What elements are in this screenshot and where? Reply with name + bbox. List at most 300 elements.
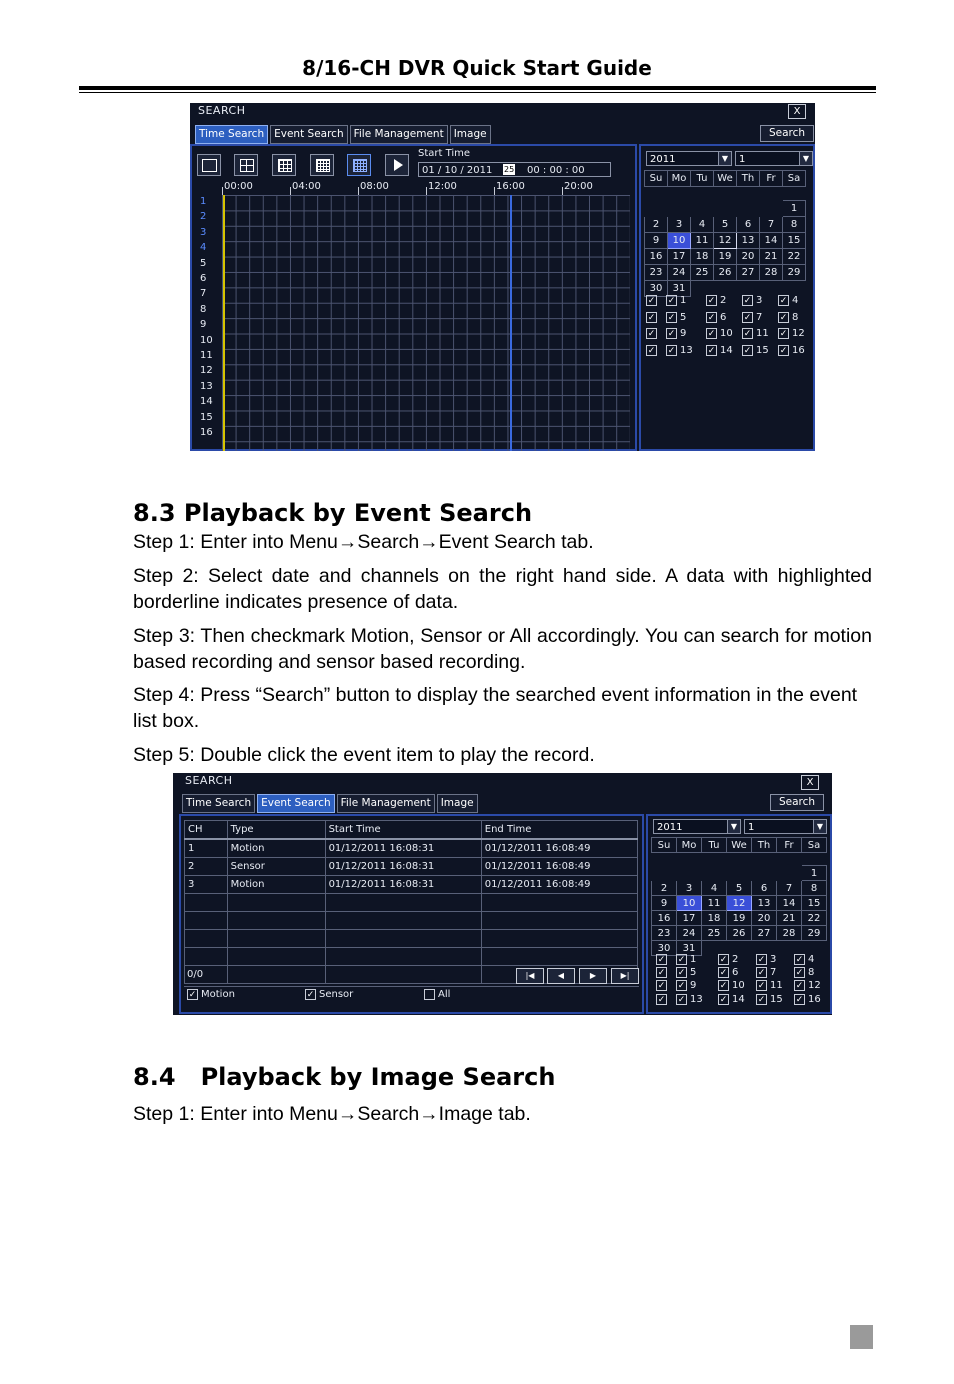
channel-checkbox[interactable] <box>706 345 733 356</box>
calendar-day[interactable]: 4 <box>691 217 714 233</box>
timeline-cursor <box>510 195 512 451</box>
checkbox-icon: ✓ <box>795 968 804 979</box>
header-rule <box>79 86 876 90</box>
calendar-week-row <box>652 926 827 941</box>
calendar-day[interactable]: 25 <box>691 265 714 281</box>
calendar-grid[interactable] <box>651 837 827 956</box>
calendar-day[interactable]: 15 <box>802 896 827 911</box>
chevron-down-icon: ▼ <box>727 820 740 833</box>
calendar-week-row <box>652 896 827 911</box>
channel-checkbox[interactable] <box>778 328 805 339</box>
time-tick-label: 00:00 <box>224 181 253 192</box>
step-1-text: Step 1: Enter into Menu→Search→Event Search tab. <box>133 531 594 553</box>
channel-checkbox[interactable] <box>742 295 762 306</box>
calendar-gap <box>652 853 827 866</box>
timeline-panel <box>190 144 637 451</box>
start-date-value: 01 / 10 / 2011 <box>422 165 493 176</box>
calendar-day[interactable]: 22 <box>783 249 806 265</box>
checkbox-icon: ✓ <box>667 329 676 339</box>
chevron-down-icon: ▼ <box>799 152 812 165</box>
channel-checkbox-label: 4 <box>792 295 799 306</box>
checkbox-icon: ✓ <box>779 296 788 306</box>
search-button[interactable]: Search <box>760 125 814 142</box>
calendar-week-row <box>645 201 806 217</box>
filter-all[interactable] <box>424 989 450 1000</box>
channel-checkbox-label: 9 <box>690 980 697 992</box>
table-cell <box>227 912 325 930</box>
search-button[interactable]: Search <box>770 794 824 811</box>
calendar-weekday: Fr <box>777 838 802 853</box>
calendar-grid[interactable] <box>644 170 806 297</box>
channel-row-select[interactable] <box>656 994 667 1005</box>
calendar-week-row <box>652 881 827 896</box>
year-select[interactable] <box>646 151 732 166</box>
calendar-day[interactable]: 2 <box>645 217 668 233</box>
calendar-weekday: Mo <box>668 171 691 187</box>
calendar-week-row <box>645 233 806 249</box>
channel-row-select[interactable] <box>646 345 657 356</box>
channel-checkbox[interactable] <box>718 980 745 991</box>
layout-3x3-icon[interactable] <box>272 154 296 176</box>
calendar-day[interactable]: 21 <box>760 249 783 265</box>
tab-event-search[interactable]: Event Search <box>270 125 348 144</box>
calendar-day[interactable]: 28 <box>777 926 802 941</box>
calendar-day[interactable]: 9 <box>652 896 677 911</box>
calendar-day[interactable]: 23 <box>652 926 677 941</box>
channel-checkbox[interactable] <box>666 328 686 339</box>
event-table-header <box>185 821 638 840</box>
calendar-weekday: We <box>714 171 737 187</box>
time-tick <box>562 187 563 195</box>
channel-checkbox[interactable] <box>742 328 769 339</box>
channel-label: 16 <box>200 427 213 438</box>
table-row[interactable] <box>185 876 638 894</box>
close-icon[interactable]: X <box>788 104 806 119</box>
table-cell: 01/12/2011 16:08:49 <box>481 858 637 876</box>
calendar-day[interactable]: 6 <box>752 881 777 896</box>
channel-checkbox-label: 10 <box>720 328 733 339</box>
calendar-day[interactable]: 15 <box>783 233 806 249</box>
table-cell: Sensor <box>227 858 325 876</box>
filter-sensor[interactable] <box>305 989 353 1000</box>
calendar-day[interactable]: 18 <box>702 911 727 926</box>
channel-checkbox[interactable] <box>718 994 745 1005</box>
channel-label: 7 <box>200 288 207 300</box>
calendar-day[interactable]: 27 <box>752 926 777 941</box>
table-cell <box>185 894 228 912</box>
year-select[interactable] <box>653 819 741 834</box>
channel-checkbox[interactable] <box>706 295 726 306</box>
calendar-weekday: Th <box>737 171 760 187</box>
calendar-day[interactable]: 11 <box>691 233 714 249</box>
channel-checkbox[interactable] <box>718 954 738 965</box>
calendar-day[interactable]: 23 <box>645 265 668 281</box>
window-title: SEARCH <box>185 774 233 787</box>
checkbox-icon: ✓ <box>757 981 766 992</box>
calendar-weekday: Tu <box>702 838 727 853</box>
table-cell: 2 <box>185 858 228 876</box>
calendar-day[interactable]: 17 <box>668 249 691 265</box>
close-icon[interactable]: X <box>801 775 819 790</box>
channel-checkbox-label: 10 <box>732 980 745 992</box>
time-tick <box>494 187 495 195</box>
channel-label: 11 <box>200 350 213 361</box>
calendar-day[interactable]: 21 <box>777 911 802 926</box>
calendar-gap <box>645 187 806 201</box>
checkbox-icon: ✓ <box>743 296 752 306</box>
next-page-icon[interactable]: ▶ <box>579 968 607 984</box>
calendar-day[interactable]: 7 <box>760 217 783 233</box>
calendar-empty-cell <box>668 201 691 217</box>
channel-checkbox[interactable] <box>794 980 821 991</box>
calendar-day[interactable]: 19 <box>727 911 752 926</box>
calendar-day[interactable]: 31 <box>677 941 702 956</box>
calendar-day[interactable]: 16 <box>652 911 677 926</box>
channel-checkbox[interactable] <box>778 295 798 306</box>
layout-2x2-icon[interactable] <box>234 154 258 176</box>
calendar-day[interactable]: 31 <box>668 281 691 297</box>
calendar-weekday: Sa <box>783 171 806 187</box>
tab-event-search[interactable]: Event Search <box>257 794 335 813</box>
calendar-day[interactable]: 8 <box>802 881 827 896</box>
checkbox-icon: ✓ <box>757 955 766 965</box>
calendar-day[interactable]: 26 <box>727 926 752 941</box>
channel-checkbox-label: 7 <box>770 967 777 979</box>
calendar-day[interactable]: 3 <box>668 217 691 233</box>
calendar-day[interactable]: 13 <box>737 233 760 249</box>
calendar-day[interactable]: 13 <box>752 896 777 911</box>
channel-row-select[interactable] <box>656 980 667 991</box>
filter-motion[interactable] <box>187 989 235 1000</box>
channel-checkbox-label: 2 <box>732 954 739 965</box>
channel-checkbox[interactable] <box>666 295 686 306</box>
checkbox-icon: ✓ <box>707 329 716 339</box>
event-list-panel <box>179 814 644 1014</box>
calendar-day[interactable]: 1 <box>783 201 806 217</box>
month-value: 1 <box>748 822 755 833</box>
channel-checkbox-label: 9 <box>680 328 687 339</box>
channel-label: 5 <box>200 257 207 269</box>
calendar-empty-cell <box>760 201 783 217</box>
layout-1x1-icon[interactable] <box>197 154 221 176</box>
channel-checkbox-label: 6 <box>720 311 727 323</box>
channel-select-all[interactable] <box>646 295 657 306</box>
first-page-icon[interactable]: |◀ <box>516 968 544 984</box>
layout-all-icon[interactable] <box>347 154 371 176</box>
table-cell <box>481 912 637 930</box>
channel-checkbox[interactable] <box>756 967 776 978</box>
table-cell <box>325 948 481 966</box>
time-tick <box>426 187 427 195</box>
table-cell: 01/12/2011 16:08:49 <box>481 839 637 858</box>
checkbox-icon: ✓ <box>647 312 656 323</box>
calendar-day[interactable]: 20 <box>737 249 760 265</box>
channel-checkbox[interactable] <box>706 312 726 323</box>
calendar-weekday: Fr <box>760 171 783 187</box>
channel-row-select[interactable] <box>646 328 657 339</box>
table-row[interactable] <box>185 912 638 930</box>
checkbox-icon: ✓ <box>779 345 788 356</box>
calendar-panel <box>646 814 832 1014</box>
event-count: 0/0 <box>187 969 204 980</box>
channel-checkbox[interactable] <box>778 312 798 323</box>
checkbox-icon: ✓ <box>719 994 728 1005</box>
channel-checkbox[interactable] <box>794 994 821 1005</box>
channel-checkbox[interactable] <box>666 345 693 356</box>
calendar-empty-cell <box>645 201 668 217</box>
channel-checkbox[interactable] <box>718 967 738 978</box>
table-cell: 01/12/2011 16:08:49 <box>481 876 637 894</box>
checkbox-icon: ✓ <box>707 296 716 306</box>
month-select[interactable] <box>744 819 827 834</box>
tab-time-search[interactable]: Time Search <box>195 125 268 144</box>
table-cell: 1 <box>185 839 228 858</box>
channel-checkbox-label: 3 <box>756 295 763 306</box>
time-tick-label: 12:00 <box>428 181 457 192</box>
channel-checkbox[interactable] <box>676 994 703 1005</box>
calendar-empty-cell <box>752 866 777 881</box>
calendar-day[interactable]: 30 <box>652 941 677 956</box>
calendar-weekday-row <box>652 838 827 853</box>
checkbox-icon: ✓ <box>779 312 788 323</box>
checkbox-icon: ✓ <box>306 990 315 1000</box>
table-cell <box>325 894 481 912</box>
calendar-day[interactable]: 29 <box>783 265 806 281</box>
channel-checkbox[interactable] <box>794 967 814 978</box>
channel-checkbox[interactable] <box>778 345 805 356</box>
table-row[interactable] <box>185 948 638 966</box>
table-cell: 01/12/2011 16:08:31 <box>325 839 481 858</box>
time-tick-label: 16:00 <box>496 181 525 192</box>
start-time-label: Start Time <box>418 148 471 159</box>
play-icon[interactable] <box>385 154 409 176</box>
table-cell <box>185 930 228 948</box>
calendar-day[interactable]: 6 <box>737 217 760 233</box>
checkbox-icon: ✓ <box>757 968 766 979</box>
calendar-day[interactable]: 14 <box>777 896 802 911</box>
column-header[interactable]: End Time <box>481 821 637 840</box>
calendar-panel <box>639 144 815 451</box>
step-2-text: Step 2: Select date and channels on the right hand side. A data with highlighted borderline indicates presence of data. <box>133 565 872 613</box>
page-header-title: 8/16-CH DVR Quick Start Guide <box>302 56 652 80</box>
channel-label: 12 <box>200 365 213 377</box>
channel-checkbox-label: 14 <box>732 993 745 1005</box>
calendar-week-row <box>652 911 827 926</box>
time-search-screenshot <box>190 103 815 451</box>
table-cell <box>185 912 228 930</box>
calendar-day[interactable]: 30 <box>645 281 668 297</box>
calendar-day[interactable]: 18 <box>691 249 714 265</box>
channel-label: 1 <box>200 196 207 207</box>
image-step-1-text: Step 1: Enter into Menu→Search→Image tab. <box>133 1103 531 1125</box>
calendar-empty-cell <box>727 866 752 881</box>
calendar-empty-cell <box>691 201 714 217</box>
calendar-day[interactable]: 2 <box>652 881 677 896</box>
checkbox-icon: ✓ <box>719 955 728 965</box>
channel-checkbox[interactable] <box>676 967 696 978</box>
checkbox-icon: ✓ <box>743 312 752 323</box>
channel-checkbox-label: 5 <box>680 311 687 323</box>
month-select[interactable] <box>735 151 813 166</box>
tab-file-management[interactable]: File Management <box>337 794 435 813</box>
channel-checkbox[interactable] <box>706 328 733 339</box>
layout-4x4-icon[interactable] <box>310 154 334 176</box>
table-cell <box>481 948 637 966</box>
channel-checkbox[interactable] <box>756 994 783 1005</box>
calendar-day[interactable]: 10 <box>677 896 702 911</box>
channel-checkbox-label: 12 <box>808 980 821 992</box>
channel-row-select[interactable] <box>646 312 657 323</box>
calendar-day[interactable]: 10 <box>668 233 691 249</box>
channel-select-all[interactable] <box>656 954 667 965</box>
calendar-week-row <box>645 265 806 281</box>
tab-image[interactable]: Image <box>450 125 491 144</box>
step-4-text: Step 4: Press “Search” button to display the searched event information in the event list box. <box>133 684 858 732</box>
channel-checkbox[interactable] <box>666 312 686 323</box>
channel-checkbox-label: 15 <box>770 993 783 1005</box>
calendar-day[interactable]: 12 <box>727 896 752 911</box>
year-value: 2011 <box>657 822 683 833</box>
time-tick <box>358 187 359 195</box>
channel-checkbox-label: 2 <box>720 295 727 306</box>
checkbox-icon: ✓ <box>667 312 676 323</box>
calendar-day[interactable]: 24 <box>677 926 702 941</box>
channel-checkbox[interactable] <box>742 312 762 323</box>
table-cell <box>227 966 325 984</box>
event-table[interactable] <box>184 820 638 984</box>
channel-checkbox-label: 12 <box>792 328 805 339</box>
prev-page-icon[interactable]: ◀ <box>547 968 575 984</box>
time-tick-label: 08:00 <box>360 181 389 192</box>
filter-label: Motion <box>201 989 235 1000</box>
checkbox-icon: ✓ <box>719 968 728 979</box>
checkbox-icon: ✓ <box>795 994 804 1005</box>
channel-row-select[interactable] <box>656 967 667 978</box>
tab-image[interactable]: Image <box>437 794 478 813</box>
table-cell: Motion <box>227 839 325 858</box>
column-header[interactable]: Type <box>227 821 325 840</box>
channel-checkbox[interactable] <box>756 954 776 965</box>
timeline-start-marker <box>223 195 225 451</box>
calendar-day[interactable]: 5 <box>714 217 737 233</box>
channel-checkbox-label: 16 <box>808 993 821 1005</box>
calendar-day[interactable]: 20 <box>752 911 777 926</box>
channel-checkbox[interactable] <box>676 980 696 991</box>
timeline-grid[interactable] <box>222 195 630 451</box>
table-row[interactable] <box>185 930 638 948</box>
calendar-day[interactable]: 26 <box>714 265 737 281</box>
checkbox-icon: ✓ <box>795 955 804 965</box>
calendar-day[interactable]: 19 <box>714 249 737 265</box>
channel-checkbox[interactable] <box>676 954 696 965</box>
channel-checkbox[interactable] <box>794 954 814 965</box>
calendar-day[interactable]: 24 <box>668 265 691 281</box>
time-tick <box>222 187 223 195</box>
calendar-day[interactable]: 9 <box>645 233 668 249</box>
time-tick <box>290 187 291 195</box>
channel-checkbox-label: 14 <box>720 344 733 356</box>
channel-checkbox[interactable] <box>756 980 783 991</box>
channel-label: 6 <box>200 273 207 284</box>
start-date-field[interactable] <box>418 162 611 177</box>
checkbox-icon: ✓ <box>657 994 666 1005</box>
channel-label: 4 <box>200 242 207 254</box>
calendar-day[interactable]: 25 <box>702 926 727 941</box>
calendar-day[interactable]: 16 <box>645 249 668 265</box>
calendar-gap-row <box>652 853 827 866</box>
calendar-week-row <box>645 217 806 233</box>
calendar-day[interactable]: 22 <box>802 911 827 926</box>
calendar-gap-row <box>645 187 806 201</box>
step-5-text: Step 5: Double click the event item to play the record. <box>133 744 595 766</box>
checkbox-icon: ✓ <box>657 968 666 979</box>
calendar-weekday: Tu <box>691 171 714 187</box>
channel-label: 3 <box>200 226 207 238</box>
table-row[interactable] <box>185 839 638 858</box>
time-tick-label: 04:00 <box>292 181 321 192</box>
calendar-day[interactable]: 29 <box>802 926 827 941</box>
last-page-icon[interactable]: ▶| <box>611 968 639 984</box>
calendar-weekday: Su <box>645 171 668 187</box>
calendar-empty-cell <box>652 866 677 881</box>
header-rule-thin <box>79 92 876 93</box>
checkbox-icon <box>424 989 435 1000</box>
calendar-day[interactable]: 5 <box>727 881 752 896</box>
chevron-down-icon: ▼ <box>813 820 826 833</box>
calendar-day[interactable]: 3 <box>677 881 702 896</box>
channel-checkbox-label: 11 <box>770 980 783 992</box>
table-row[interactable] <box>185 858 638 876</box>
table-cell <box>227 948 325 966</box>
calendar-day[interactable]: 12 <box>714 233 737 249</box>
calendar-day[interactable]: 8 <box>783 217 806 233</box>
channel-checkbox[interactable] <box>742 345 769 356</box>
table-cell <box>227 930 325 948</box>
column-header[interactable]: Start Time <box>325 821 481 840</box>
channel-checkbox-label: 1 <box>680 295 687 306</box>
calendar-day[interactable]: 1 <box>802 866 827 881</box>
channel-checkbox-label: 16 <box>792 344 805 356</box>
tab-time-search[interactable]: Time Search <box>182 794 255 813</box>
calendar-day[interactable]: 28 <box>760 265 783 281</box>
table-cell: 01/12/2011 16:08:31 <box>325 876 481 894</box>
tab-file-management[interactable]: File Management <box>350 125 448 144</box>
checkbox-icon: ✓ <box>657 955 666 965</box>
calendar-empty-cell <box>677 866 702 881</box>
table-row[interactable] <box>185 894 638 912</box>
section-8-4-heading: 8.4 Playback by Image Search <box>133 1063 556 1091</box>
checkbox-icon: ✓ <box>647 296 656 306</box>
calendar-day[interactable]: 17 <box>677 911 702 926</box>
calendar-day[interactable]: 7 <box>777 881 802 896</box>
checkbox-icon: ✓ <box>743 329 752 339</box>
table-cell <box>325 930 481 948</box>
calendar-day[interactable]: 4 <box>702 881 727 896</box>
calendar-icon[interactable]: 25 <box>504 165 515 174</box>
column-header[interactable]: CH <box>185 821 228 840</box>
table-cell: 3 <box>185 876 228 894</box>
start-clock-value: 00 : 00 : 00 <box>527 165 585 176</box>
calendar-day[interactable]: 27 <box>737 265 760 281</box>
table-cell <box>481 894 637 912</box>
calendar-weekday: Th <box>752 838 777 853</box>
calendar-day[interactable]: 14 <box>760 233 783 249</box>
calendar-day[interactable]: 11 <box>702 896 727 911</box>
checkbox-icon: ✓ <box>719 981 728 992</box>
calendar-empty-cell <box>714 201 737 217</box>
table-cell <box>227 894 325 912</box>
channel-label: 8 <box>200 303 207 315</box>
